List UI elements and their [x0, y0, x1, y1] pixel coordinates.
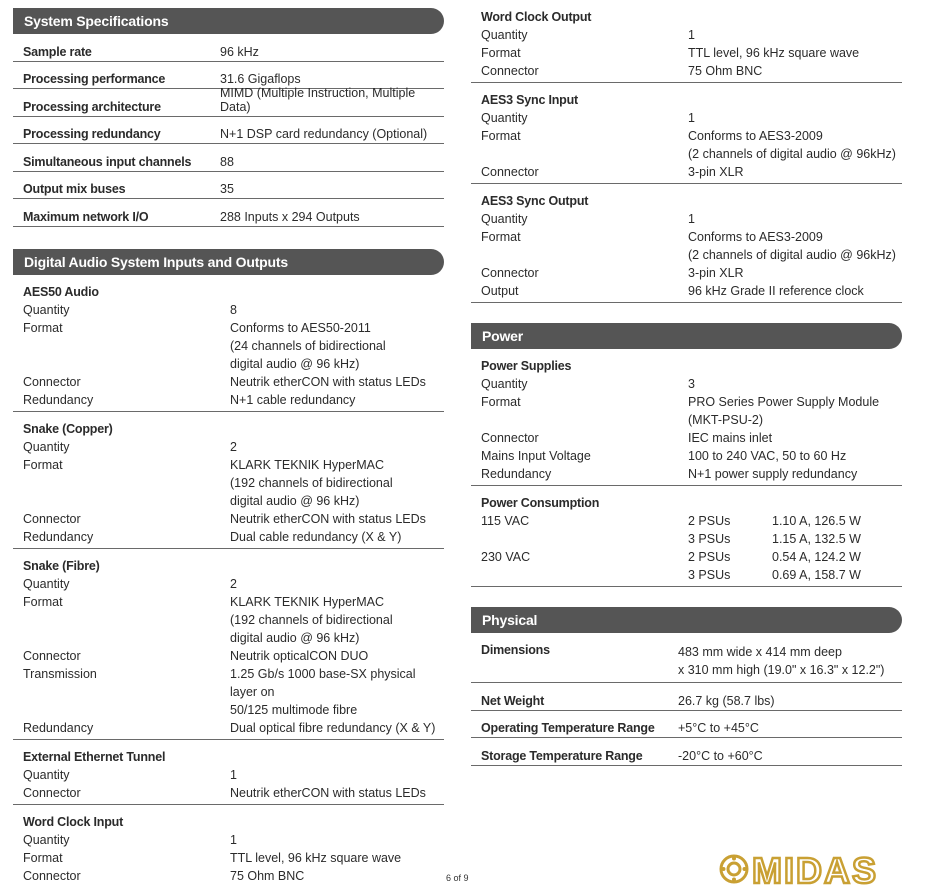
group-title: External Ethernet Tunnel	[23, 749, 166, 764]
group-title: Power Consumption	[481, 496, 600, 510]
spec-row: Simultaneous input channels 88	[13, 144, 444, 172]
spec-row: Processing performance 31.6 Gigaflops	[13, 62, 444, 90]
group-aes3-sync-output: AES3 Sync Output Quantity 1 Format Conforms to AES3-2009 (2 channels of digital audio @ 96kHz) Connector 3-pin XLR Output 96 kHz Grade II reference clock	[471, 192, 902, 303]
section-header-digital: Digital Audio System Inputs and Outputs	[13, 249, 444, 275]
group-aes50: AES50 Audio Quantity 8 Format Conforms to AES50-2011 (24 channels of bidirectional digital audio @ 96 kHz) Connector Neutrik etherCON with status LEDs Redundancy N+1 cable redundancy	[13, 283, 444, 412]
group-aes3-sync-input: AES3 Sync Input Quantity 1 Format Conforms to AES3-2009 (2 channels of digital audio @ 96kHz) Connector 3-pin XLR	[471, 91, 902, 184]
group-ethernet-tunnel: External Ethernet Tunnel Quantity 1 Connector Neutrik etherCON with status LEDs	[13, 748, 444, 805]
spec-row: Maximum network I/O 288 Inputs x 294 Outputs	[13, 199, 444, 227]
group-word-clock-output: Word Clock Output Quantity 1 Format TTL level, 96 kHz square wave Connector 75 Ohm BNC	[471, 8, 902, 83]
table-row: 230 VAC 2 PSUs 0.54 A, 124.2 W	[481, 550, 861, 564]
spec-row: Operating Temperature Range +5°C to +45°C	[471, 711, 902, 739]
right-column	[471, 0, 902, 766]
spec-row: Processing redundancy N+1 DSP card redundancy (Optional)	[13, 117, 444, 145]
spec-row: Output mix buses 35	[13, 172, 444, 200]
left-column	[13, 8, 444, 887]
group-title: Word Clock Output	[481, 10, 592, 24]
group-title: Snake (Fibre)	[23, 558, 100, 573]
spec-row: Storage Temperature Range -20°C to +60°C	[471, 738, 902, 766]
table-row: 3 PSUs 0.69 A, 158.7 W	[688, 568, 861, 582]
midas-logo	[718, 852, 903, 886]
spec-row: Dimensions 483 mm wide x 414 mm deep x 310 mm high (19.0" x 16.3" x 12.2")	[471, 633, 902, 683]
spec-row: Sample rate 96 kHz	[13, 34, 444, 62]
physical-spec-table	[471, 633, 902, 766]
group-snake-copper: Snake (Copper) Quantity 2 Format KLARK TEKNIK HyperMAC (192 channels of bidirectional digital audio @ 96 kHz) Connector Neutrik etherCON with status LEDs Redundancy Dual cable redundancy (X & Y)	[13, 420, 444, 549]
spec-row: Net Weight 26.7 kg (58.7 lbs)	[471, 683, 902, 711]
page-number: 6 of 9	[446, 873, 469, 883]
section-header-power: Power	[471, 323, 902, 349]
group-title: Snake (Copper)	[23, 421, 113, 436]
section-header-system: System Specifications	[13, 8, 444, 34]
group-title: AES3 Sync Input	[481, 93, 579, 107]
group-title: Word Clock Input	[23, 814, 124, 829]
group-power-supplies: Power Supplies Quantity 3 Format PRO Series Power Supply Module (MKT-PSU-2) Connector IEC mains inlet Mains Input Voltage 100 to 240 VAC, 50 to 60 Hz Redundancy N+1 power supply redundancy	[471, 357, 902, 486]
logo-text: MIDAS	[752, 852, 878, 886]
group-snake-fibre: Snake (Fibre) Quantity 2 Format KLARK TEKNIK HyperMAC (192 channels of bidirectional digital audio @ 96 kHz) Connector Neutrik opticalCON DUO Transmission 1.25 Gb/s 1000 base-SX physical layer on 50/125 multimode fibre Redundancy Dual optical fibre redundancy (X & Y)	[13, 557, 444, 740]
group-title: AES50 Audio	[23, 284, 99, 299]
section-header-physical: Physical	[471, 607, 902, 633]
group-title: AES3 Sync Output	[481, 194, 589, 208]
table-row: 115 VAC 2 PSUs 1.10 A, 126.5 W	[481, 514, 861, 528]
group-title: Power Supplies	[481, 359, 572, 373]
group-word-clock-input: Word Clock Input Quantity 1 Format TTL level, 96 kHz square wave Connector 75 Ohm BNC	[13, 813, 444, 887]
table-row: 3 PSUs 1.15 A, 132.5 W	[688, 532, 861, 546]
group-power-consumption	[471, 494, 902, 587]
spec-row: Processing architecture MIMD (Multiple Instruction, Multiple Data)	[13, 89, 444, 117]
system-spec-table	[13, 34, 444, 227]
